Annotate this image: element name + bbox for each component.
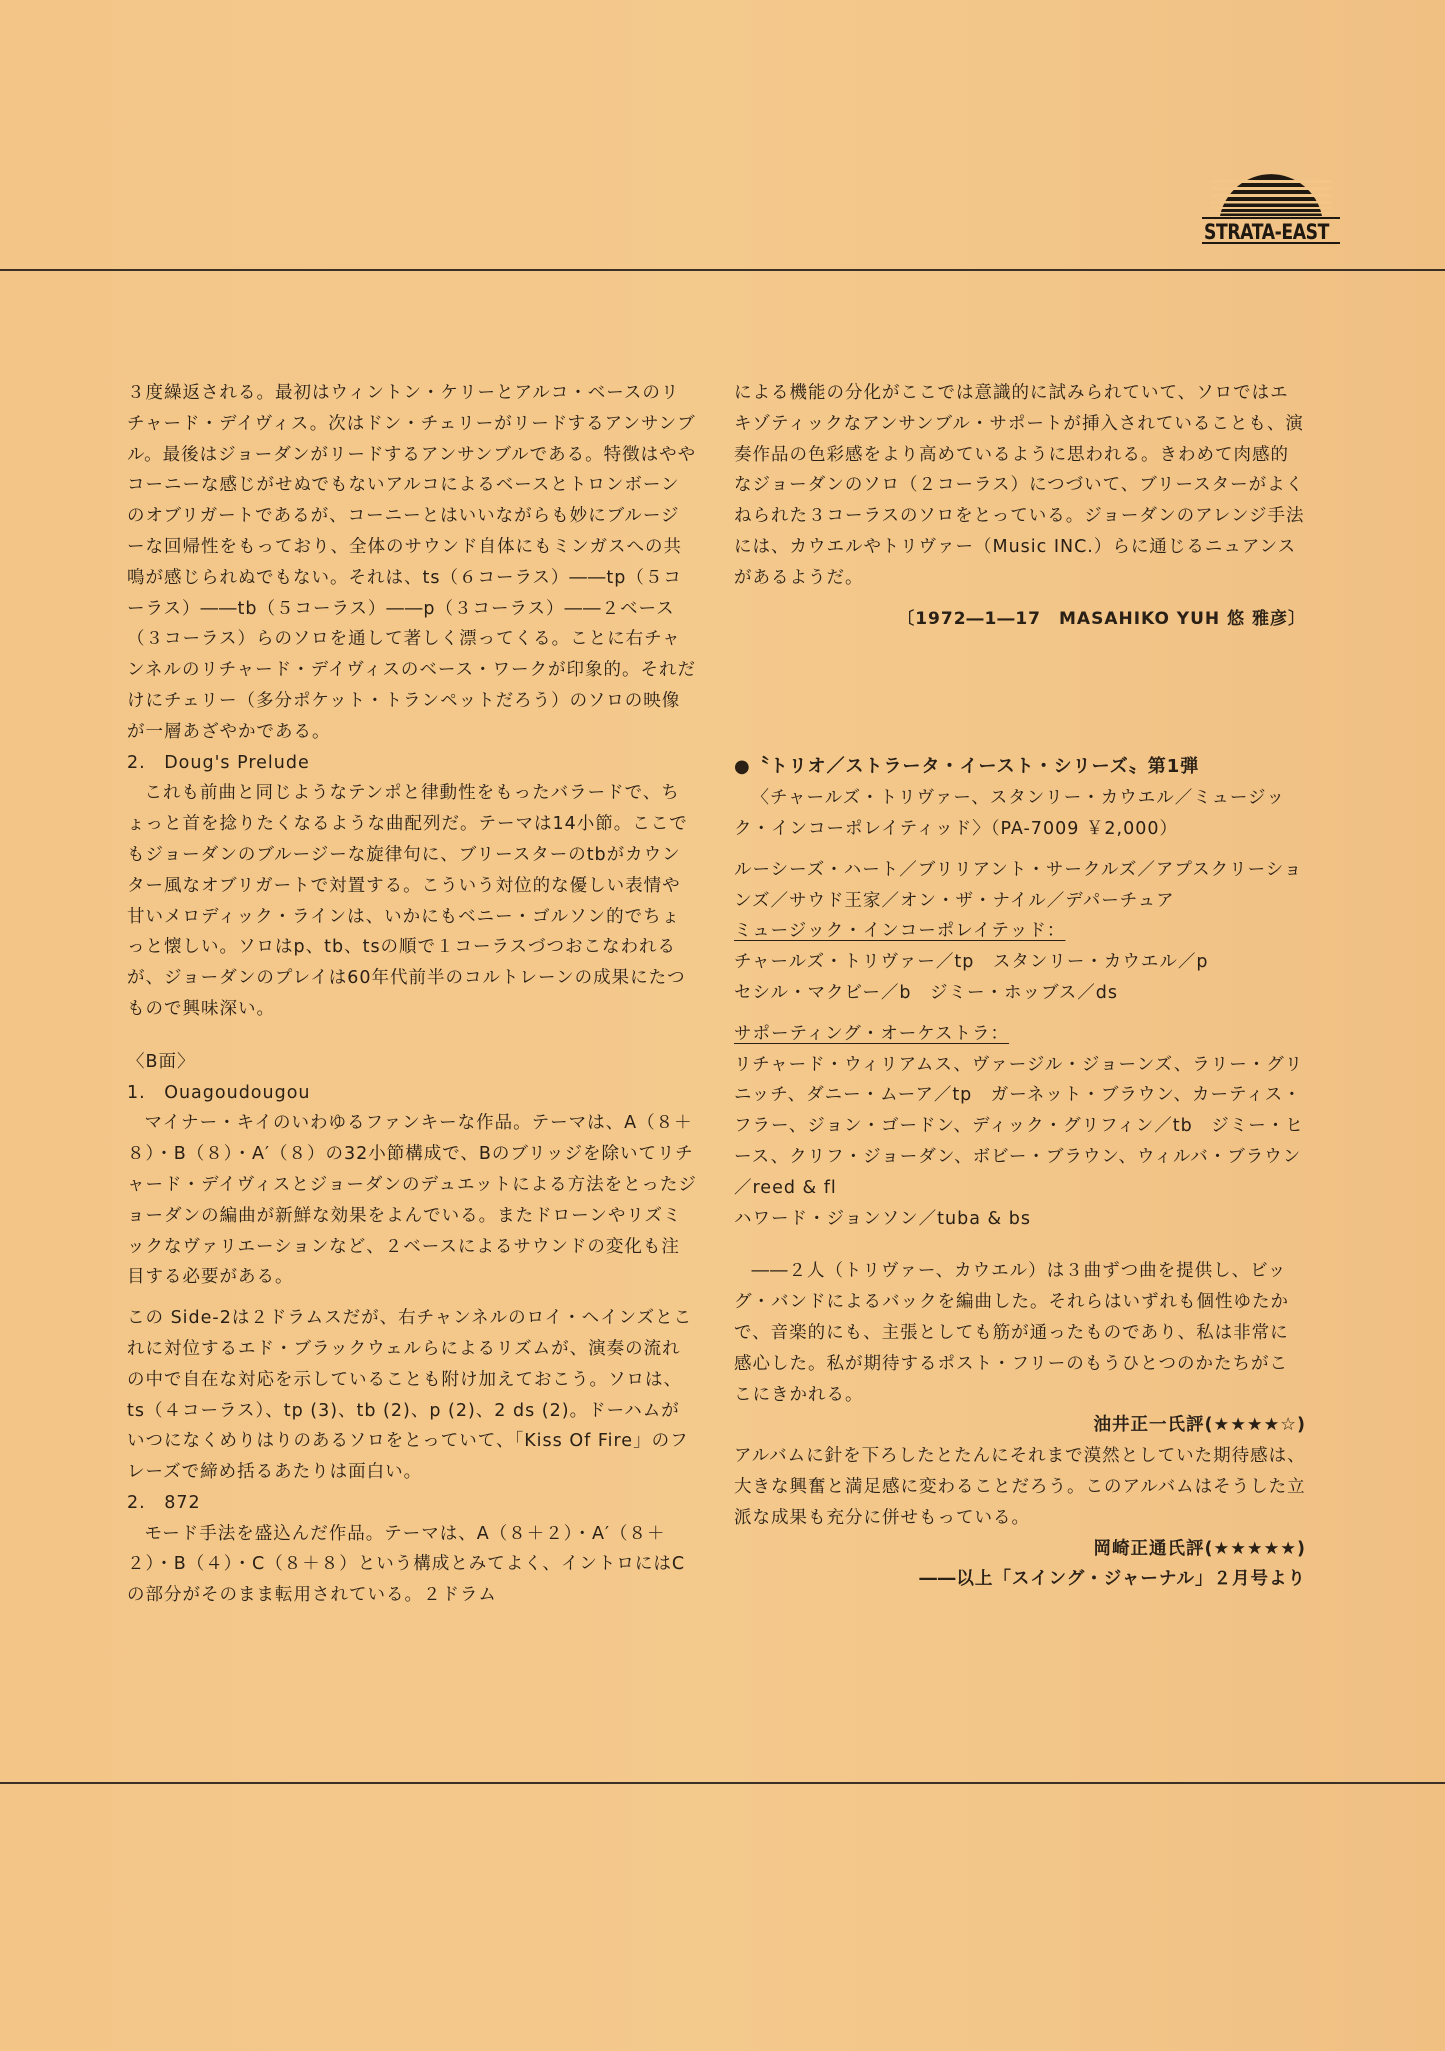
top-divider (0, 269, 1445, 271)
so-members-last: ハワード・ジョンソン／tuba & bs (734, 1208, 1031, 1229)
so-members: リチャード・ウィリアムス、ヴァージル・ジョーンズ、ラリー・グリニッチ、ダニー・ムーア／tp ガーネット・ブラウン、カーティス・フラー、ジョン・ゴードン、ディック・グリフィン／tb ジミー・ヒース、クリフ・ジョーダン、ボビー・ブラウン、ウィルバ・ブラウン／reed & fl (734, 1054, 1304, 1198)
track-b1-title: 1. Ouagoudougou (127, 1082, 311, 1103)
left-column (127, 378, 697, 1611)
logo-text: STRATA-EAST (1204, 220, 1330, 244)
series-title: ●〝トリオ／ストラータ・イースト・シリーズ〟第1弾 (734, 756, 1200, 778)
intro-paragraph: ３度繰返される。最初はウィントン・ケリーとアルコ・ベースのリチャード・デイヴィス。次はドン・チェリーがリードするアンサンブル。最後はジョーダンがリードするアンサンブルである。特徴はややコーニーな感じがせぬでもないアルコによるベースとトロンボーンのオブリガートであるが、コーニーとはいいながらも妙にブルージーな回帰性をもっており、全体のサウンド自体にもミンガスへの共鳴が感じられぬでもない。それは、ts（６コーラス）――tp（５コーラス）――tb（５コーラス）――p（３コーラス）――２ベース（３コーラス）らのソロを通して著しく漂ってくる。ことに右チャンネルのリチャード・デイヴィスのベース・ワークが印象的。それだけにチェリー（多分ポケット・トランペットだろう）のソロの映像が一層あざやかである。 (127, 383, 697, 742)
album-info: 〈チャールズ・トリヴァー、スタンリー・カウエル／ミュージック・インコーポレイティッド〉（PA-7009 ￥2,000） (734, 788, 1286, 839)
side2-text: この Side-2は２ドラムスだが、右チャンネルのロイ・ヘインズとこれに対位するエド・ブラックウェルらによるリズムが、演奏の流れの中で自在な対応を示していることも附け加えておこう。ソロは、ts（４コーラス）、tp (3)、tb (2)、p (2)、2 ds (2)。ドーハムがいつになくめりはりのあるソロをとっていて、「Kiss Of Fire」のフレーズで締め括るあたりは面白い。 (127, 1308, 693, 1483)
review-2-signature: 岡崎正通氏評(★★★★★) (1093, 1538, 1306, 1559)
mi-members-1: チャールズ・トリヴァー／tp スタンリー・カウエル／p (734, 952, 1209, 973)
mi-members-2: セシル・マクビー／b ジミー・ホッブス／ds (734, 982, 1118, 1003)
track2-text: これも前曲と同じようなテンポと律動性をもったバラードで、ちょっと首を捻りたくなるような曲配列だ。テーマは14小節。ここでもジョーダンのブルージーな旋律句に、ブリースターのtbがカウンター風なオブリガートで対置する。こういう対位的な優しい表情や甘いメロディック・ラインは、いかにもベニー・ゴルソン的でちょっと懐しい。ソロはp、tb、tsの順で１コーラスづつおこなわれるが、ジョーダンのプレイは60年代前半のコルトレーンの成果にたつもので興味深い。 (127, 783, 688, 1019)
so-label: サポーティング・オーケストラ： (734, 1023, 1010, 1044)
track-b2-title: 2. 872 (127, 1492, 201, 1513)
bottom-divider (0, 1782, 1445, 1784)
side-b-label: 〈B面〉 (127, 1051, 196, 1072)
right-column (734, 378, 1306, 1595)
continuation-paragraph: による機能の分化がここでは意識的に試みられていて、ソロではエキゾティックなアンサンブル・サポートが挿入されていることも、演奏作品の色彩感をより高めているように思われる。きわめて肉感的なジョーダンのソロ（２コーラス）につづいて、ブリースターがよくねられた３コーラスのソロをとっている。ジョーダンのアレンジ手法には、カウエルやトリヴァー（Music INC.）らに通じるニュアンスがあるようだ。 (734, 383, 1305, 588)
review-2: アルバムに針を下ろしたとたんにそれまで漠然としていた期待感は、大きな興奮と満足感に変わることだろう。このアルバムはそうした立派な成果も充分に併せもっている。 (734, 1446, 1306, 1528)
review-1-signature: 油井正一氏評(★★★★☆) (1093, 1415, 1306, 1436)
track-b1-text: マイナー・キイのいわゆるファンキーな作品。テーマは、A（８＋８）・B（８）・A′（８）の32小節構成で、Bのブリッジを除いてリチャード・デイヴィスとジョーダンのデュエットによる方法をとったジョーダンの編曲が新鮮な効果をよんでいる。またドローンやリズミックなヴァリエーションなど、２ベースによるサウンドの変化も注目する必要がある。 (127, 1113, 697, 1288)
review-1: ――２人（トリヴァー、カウエル）は３曲ずつ曲を提供し、ビッグ・バンドによるバックを編曲した。それらはいずれも個性ゆたかで、音楽的にも、主張としても筋が通ったものであり、私は非常に感心した。私が期待するポスト・フリーのもうひとつのかたちがここにきかれる。 (734, 1261, 1289, 1405)
source-note: ――以上「スイング・ジャーナル」２月号より (919, 1569, 1306, 1590)
track-b2-text: モード手法を盛込んだ作品。テーマは、A（８＋２）・A′（８＋２）・B（４）・C（８＋８）という構成とみてよく、イントロにはCの部分がそのまま転用されている。２ドラム (127, 1523, 686, 1606)
track-list: ルーシーズ・ハート／ブリリアント・サークルズ／アプスクリーションズ／サウド王家／オン・ザ・ナイル／デパーチュア (734, 859, 1303, 911)
mi-label: ミュージック・インコーポレイテッド： (734, 921, 1066, 942)
author-signature: 〔1972―1―17 MASAHIKO YUH 悠 雅彦〕 (897, 608, 1306, 629)
track2-title: 2. Doug's Prelude (127, 752, 310, 773)
